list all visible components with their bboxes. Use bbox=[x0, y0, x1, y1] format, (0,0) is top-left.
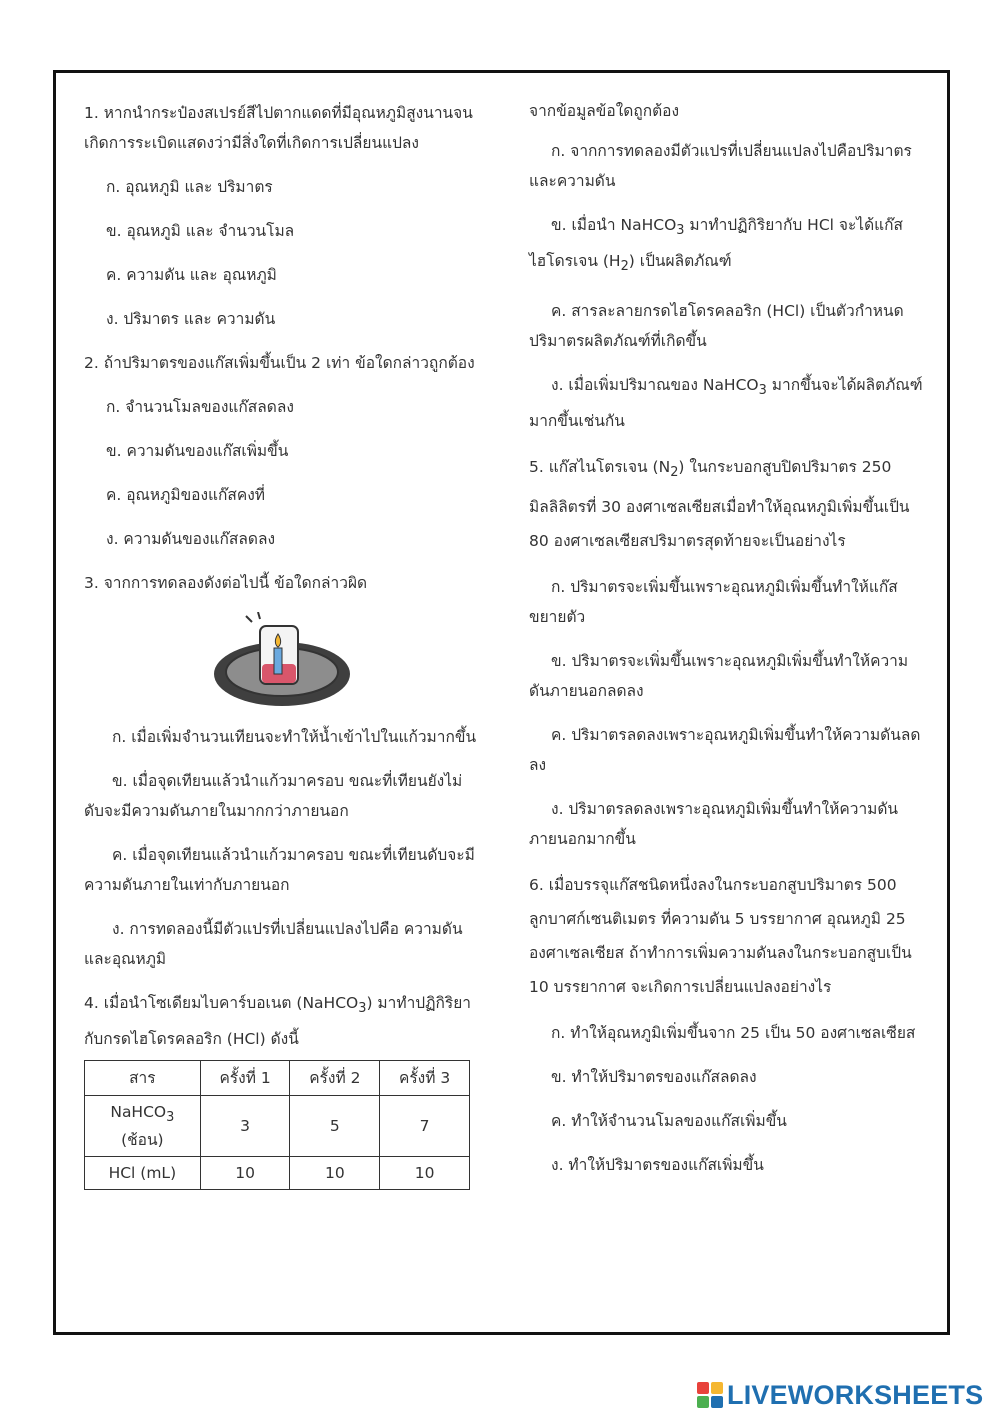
q5-option-b[interactable]: ข. ปริมาตรจะเพิ่มขึ้นเพราะอุณหภูมิเพิ่มขึ้นทำให้ความดันภายนอกลดลง bbox=[529, 652, 909, 701]
q2-option-d[interactable]: ง. ความดันของแก๊สลดลง bbox=[106, 530, 276, 548]
table-header-substance: สาร bbox=[85, 1061, 201, 1096]
table-cell: 10 bbox=[200, 1157, 290, 1190]
question-5-stem: 5. แก๊สไนโตรเจน $(N_2)$ ในกระบอกสูบปิดปริมาตร 250 มิลลิลิตรที่ 30 องศาเซลเซียสเมื่อทำให้อุณหภูมิเพิ่มขึ้นเป็น 80 องศาเซลเซียสปริมาตรสุดท้ายจะเป็นอย่างไร bbox=[529, 458, 910, 551]
q4-option-d[interactable]: ง. เมื่อเพิ่มปริมาณของ NaHCO$_3$ มากขึ้นจะได้ผลิตภัณฑ์มากขึ้นเช่นกัน bbox=[529, 376, 923, 431]
table-cell: 5 bbox=[290, 1096, 380, 1157]
q6-option-a[interactable]: ก. ทำให้อุณหภูมิเพิ่มขึ้นจาก 25 เป็น 50 องศาเซลเซียส bbox=[551, 1024, 916, 1043]
q3-option-c[interactable]: ค. เมื่อจุดเทียนแล้วนำแก้วมาครอบ ขณะที่เทียนดับจะมีความดันภายในเท่ากับภายนอก bbox=[84, 846, 475, 894]
q4-option-a[interactable]: ก. จากการทดลองมีตัวแปรที่เปลี่ยนแปลงไปคือปริมาตรและความดัน bbox=[529, 142, 912, 190]
question-4-continued: จากข้อมูลข้อใดถูกต้อง bbox=[529, 102, 680, 120]
question-4-stem: 4. เมื่อนำโซเดียมไบคาร์บอเนต (NaHCO$_3$) มาทำปฏิกิริยากับกรดไฮโดรคลอริก (HCl) ดังนี้ bbox=[84, 994, 472, 1049]
table-row-label-hcl: HCl (mL) bbox=[85, 1157, 201, 1190]
table-cell: 3 bbox=[200, 1096, 290, 1157]
question-2-stem: 2. ถ้าปริมาตรของแก๊สเพิ่มขึ้นเป็น 2 เท่า ข้อใดกล่าวถูกต้อง bbox=[84, 354, 475, 372]
q5-option-c[interactable]: ค. ปริมาตรลดลงเพราะอุณหภูมิเพิ่มขึ้นทำให้ความดันลดลง bbox=[529, 726, 921, 775]
q3-option-a[interactable]: ก. เมื่อเพิ่มจำนวนเทียนจะทำให้น้ำเข้าไปในแก้วมากขึ้น bbox=[112, 728, 477, 746]
liveworksheets-logo[interactable] bbox=[697, 1378, 983, 1412]
table-cell: 10 bbox=[290, 1157, 380, 1190]
q3-option-d[interactable]: ง. การทดลองนี้มีตัวแปรที่เปลี่ยนแปลงไปคือ ความดันและอุณหภูมิ bbox=[84, 920, 463, 968]
q2-option-a[interactable]: ก. จำนวนโมลของแก๊สลดลง bbox=[106, 398, 294, 416]
logo-mark-icon bbox=[697, 1382, 723, 1408]
table-cell: 7 bbox=[380, 1096, 470, 1157]
q1-option-d[interactable]: ง. ปริมาตร และ ความดัน bbox=[106, 310, 276, 328]
table-header-trial-1: ครั้งที่ 1 bbox=[200, 1061, 290, 1096]
q6-option-b[interactable]: ข. ทำให้ปริมาตรของแก๊สลดลง bbox=[551, 1068, 757, 1087]
q1-option-b[interactable]: ข. อุณหภูมิ และ จำนวนโมล bbox=[106, 222, 295, 240]
right-column bbox=[529, 96, 924, 1194]
left-column bbox=[84, 98, 479, 1190]
q2-option-c[interactable]: ค. อุณหภูมิของแก๊สคงที่ bbox=[106, 486, 266, 504]
q1-option-a[interactable]: ก. อุณหภูมิ และ ปริมาตร bbox=[106, 178, 273, 196]
q1-option-c[interactable]: ค. ความดัน และ อุณหภูมิ bbox=[106, 266, 277, 284]
table-cell: 10 bbox=[380, 1157, 470, 1190]
table-header-trial-2: ครั้งที่ 2 bbox=[290, 1061, 380, 1096]
logo-text: LIVEWORKSHEETS bbox=[727, 1379, 984, 1410]
question-1-stem: 1. หากนำกระป๋องสเปรย์สีไปตากแดดที่มีอุณหภูมิสูงนานจนเกิดการระเบิดแสดงว่ามีสิ่งใดที่เกิดการเปลี่ยนแปลง bbox=[84, 104, 473, 152]
q6-option-c[interactable]: ค. ทำให้จำนวนโมลของแก๊สเพิ่มขึ้น bbox=[551, 1112, 787, 1131]
q2-option-b[interactable]: ข. ความดันของแก๊สเพิ่มขึ้น bbox=[106, 442, 289, 460]
table-header-trial-3: ครั้งที่ 3 bbox=[380, 1061, 470, 1096]
question-6-stem: 6. เมื่อบรรจุแก๊สชนิดหนึ่งลงในกระบอกสูบปริมาตร 500 ลูกบาศก์เซนติเมตร ที่ความดัน 5 บรรยากาศ อุณหภูมิ 25 องศาเซลเซียส ถ้าทำการเพิ่มความดันลงในกระบอกสูบเป็น 10 บรรยากาศ จะเกิดการเปลี่ยนแปลงอย่างไร bbox=[529, 876, 912, 997]
question-3-stem: 3. จากการทดลองดังต่อไปนี้ ข้อใดกล่าวผิด bbox=[84, 574, 368, 592]
q3-option-b[interactable]: ข. เมื่อจุดเทียนแล้วนำแก้วมาครอบ ขณะที่เทียนยังไม่ดับจะมีความดันภายในมากกว่าภายนอก bbox=[84, 772, 463, 820]
reaction-data-table bbox=[84, 1060, 470, 1190]
q4-option-c[interactable]: ค. สารละลายกรดไฮโดรคลอริก (HCl) เป็นตัวกำหนดปริมาตรผลิตภัณฑ์ที่เกิดขึ้น bbox=[529, 302, 904, 351]
candle-experiment-illustration bbox=[212, 612, 352, 712]
q5-option-a[interactable]: ก. ปริมาตรจะเพิ่มขึ้นเพราะอุณหภูมิเพิ่มขึ้นทำให้แก๊สขยายตัว bbox=[529, 578, 898, 627]
q5-option-d[interactable]: ง. ปริมาตรลดลงเพราะอุณหภูมิเพิ่มขึ้นทำให้ความดันภายนอกมากขึ้น bbox=[529, 800, 899, 849]
table-row-label-nahco3: NaHCO$_3$ (ช้อน) bbox=[85, 1096, 201, 1157]
q4-option-b[interactable]: ข. เมื่อนำ NaHCO$_3$ มาทำปฏิกิริยากับ HCl จะได้แก๊สไฮโดรเจน $(H_2)$ เป็นผลิตภัณฑ์ bbox=[529, 216, 903, 275]
q6-option-d[interactable]: ง. ทำให้ปริมาตรของแก๊สเพิ่มขึ้น bbox=[551, 1156, 764, 1175]
